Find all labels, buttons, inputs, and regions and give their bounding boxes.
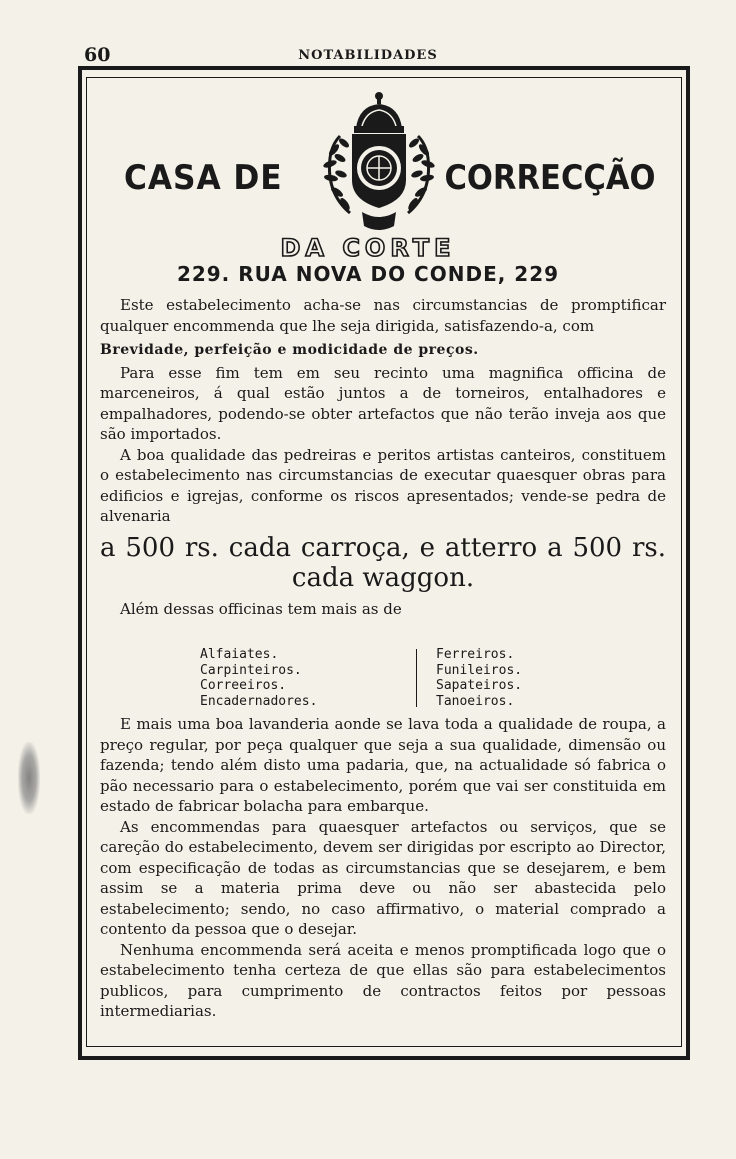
paragraph-alem: Além dessas officinas tem mais as de — [120, 599, 402, 618]
address-line: 229. RUA NOVA DO CONDE, 229 — [176, 262, 560, 286]
body-text-bottom — [100, 714, 666, 1022]
trades-left-column — [200, 647, 317, 709]
trade-item: Ferreiros. — [436, 647, 515, 662]
body-text-top — [100, 295, 666, 619]
price-line: a 500 rs. cada carroça, e atterro a 500 rs. — [100, 532, 666, 563]
advert-header — [96, 88, 674, 238]
subtitle-da-corte: DA CORTE — [280, 234, 456, 262]
paragraph-lavanderia: E mais uma boa lavanderia aonde se lava toda a qualidade de roupa, a preço regular, por peça qualquer que seja a sua qualidade, dimensão ou fazenda; tendo além disto uma padaria, que, na actualidade só fabrica o pão necessario para o estabelecimento, porém que vai ser constituida em estado de fabricar bolacha para embarque. — [100, 715, 666, 815]
page-number: 60 — [84, 44, 111, 66]
paragraph-encommendas: As encommendas para quaesquer artefactos ou serviços, que se careção do estabelecimento, devem ser dirigidas por escripto ao Director, com especificação de todas as circumstancias que se desejarem, e bem assim se a materia prima deve ou não ser abastecida pelo estabelecimento; sendo, no caso affirmativo, o material comprado a contento da pessoa que o desejar. — [100, 817, 666, 938]
paragraph-pedreiras: A boa qualidade das pedreiras e peritos artistas canteiros, constituem o estabelecimento nas circumstancias de executar quaesquer obras para edificios e igrejas, conforme os riscos apresentados; vende-se pedra de alvenaria — [100, 445, 666, 525]
trade-item: Funileiros. — [436, 662, 523, 678]
paragraph-officinas: Para esse fim tem em seu recinto uma magnifica officina de marceneiros, á qual estão juntos a de torneiros, entalhadores e empalhadores, podendo-se obter artefactos que não terão inveja aos que são importados. — [100, 363, 666, 443]
page-smudge — [18, 742, 40, 814]
trades-right-column — [436, 647, 522, 709]
trade-item: Alfaiates. — [200, 647, 279, 662]
paragraph-intro: Este estabelecimento acha-se nas circumstancias de promptificar qualquer encommenda que lhe seja dirigida, satisfazendo-a, com — [100, 296, 666, 335]
trade-item: Encadernadores. — [200, 693, 318, 709]
paragraph-brevidade: Brevidade, perfeição e modicidade de preços. — [100, 342, 479, 358]
title-left: CASA DE — [124, 158, 283, 198]
trades-divider — [416, 649, 417, 707]
trade-item: Carpinteiros. — [200, 662, 302, 678]
trade-item: Correeiros. — [200, 678, 287, 693]
coat-of-arms-icon — [304, 88, 454, 238]
paragraph-nenhuma: Nenhuma encommenda será aceita e menos promptificada logo que o estabelecimento tenha certeza de que ellas são para estabelecimentos publicos, para cumprimento de contractos feitos por pessoas intermediarias. — [100, 940, 666, 1020]
trade-item: Sapateiros. — [436, 678, 523, 693]
running-title: NOTABILIDADES — [298, 48, 438, 63]
trade-item: Tanoeiros. — [436, 693, 515, 709]
title-right: CORRECÇÃO — [444, 158, 656, 198]
trades-list — [200, 647, 560, 709]
price-line-waggon: cada waggon. — [291, 562, 475, 593]
